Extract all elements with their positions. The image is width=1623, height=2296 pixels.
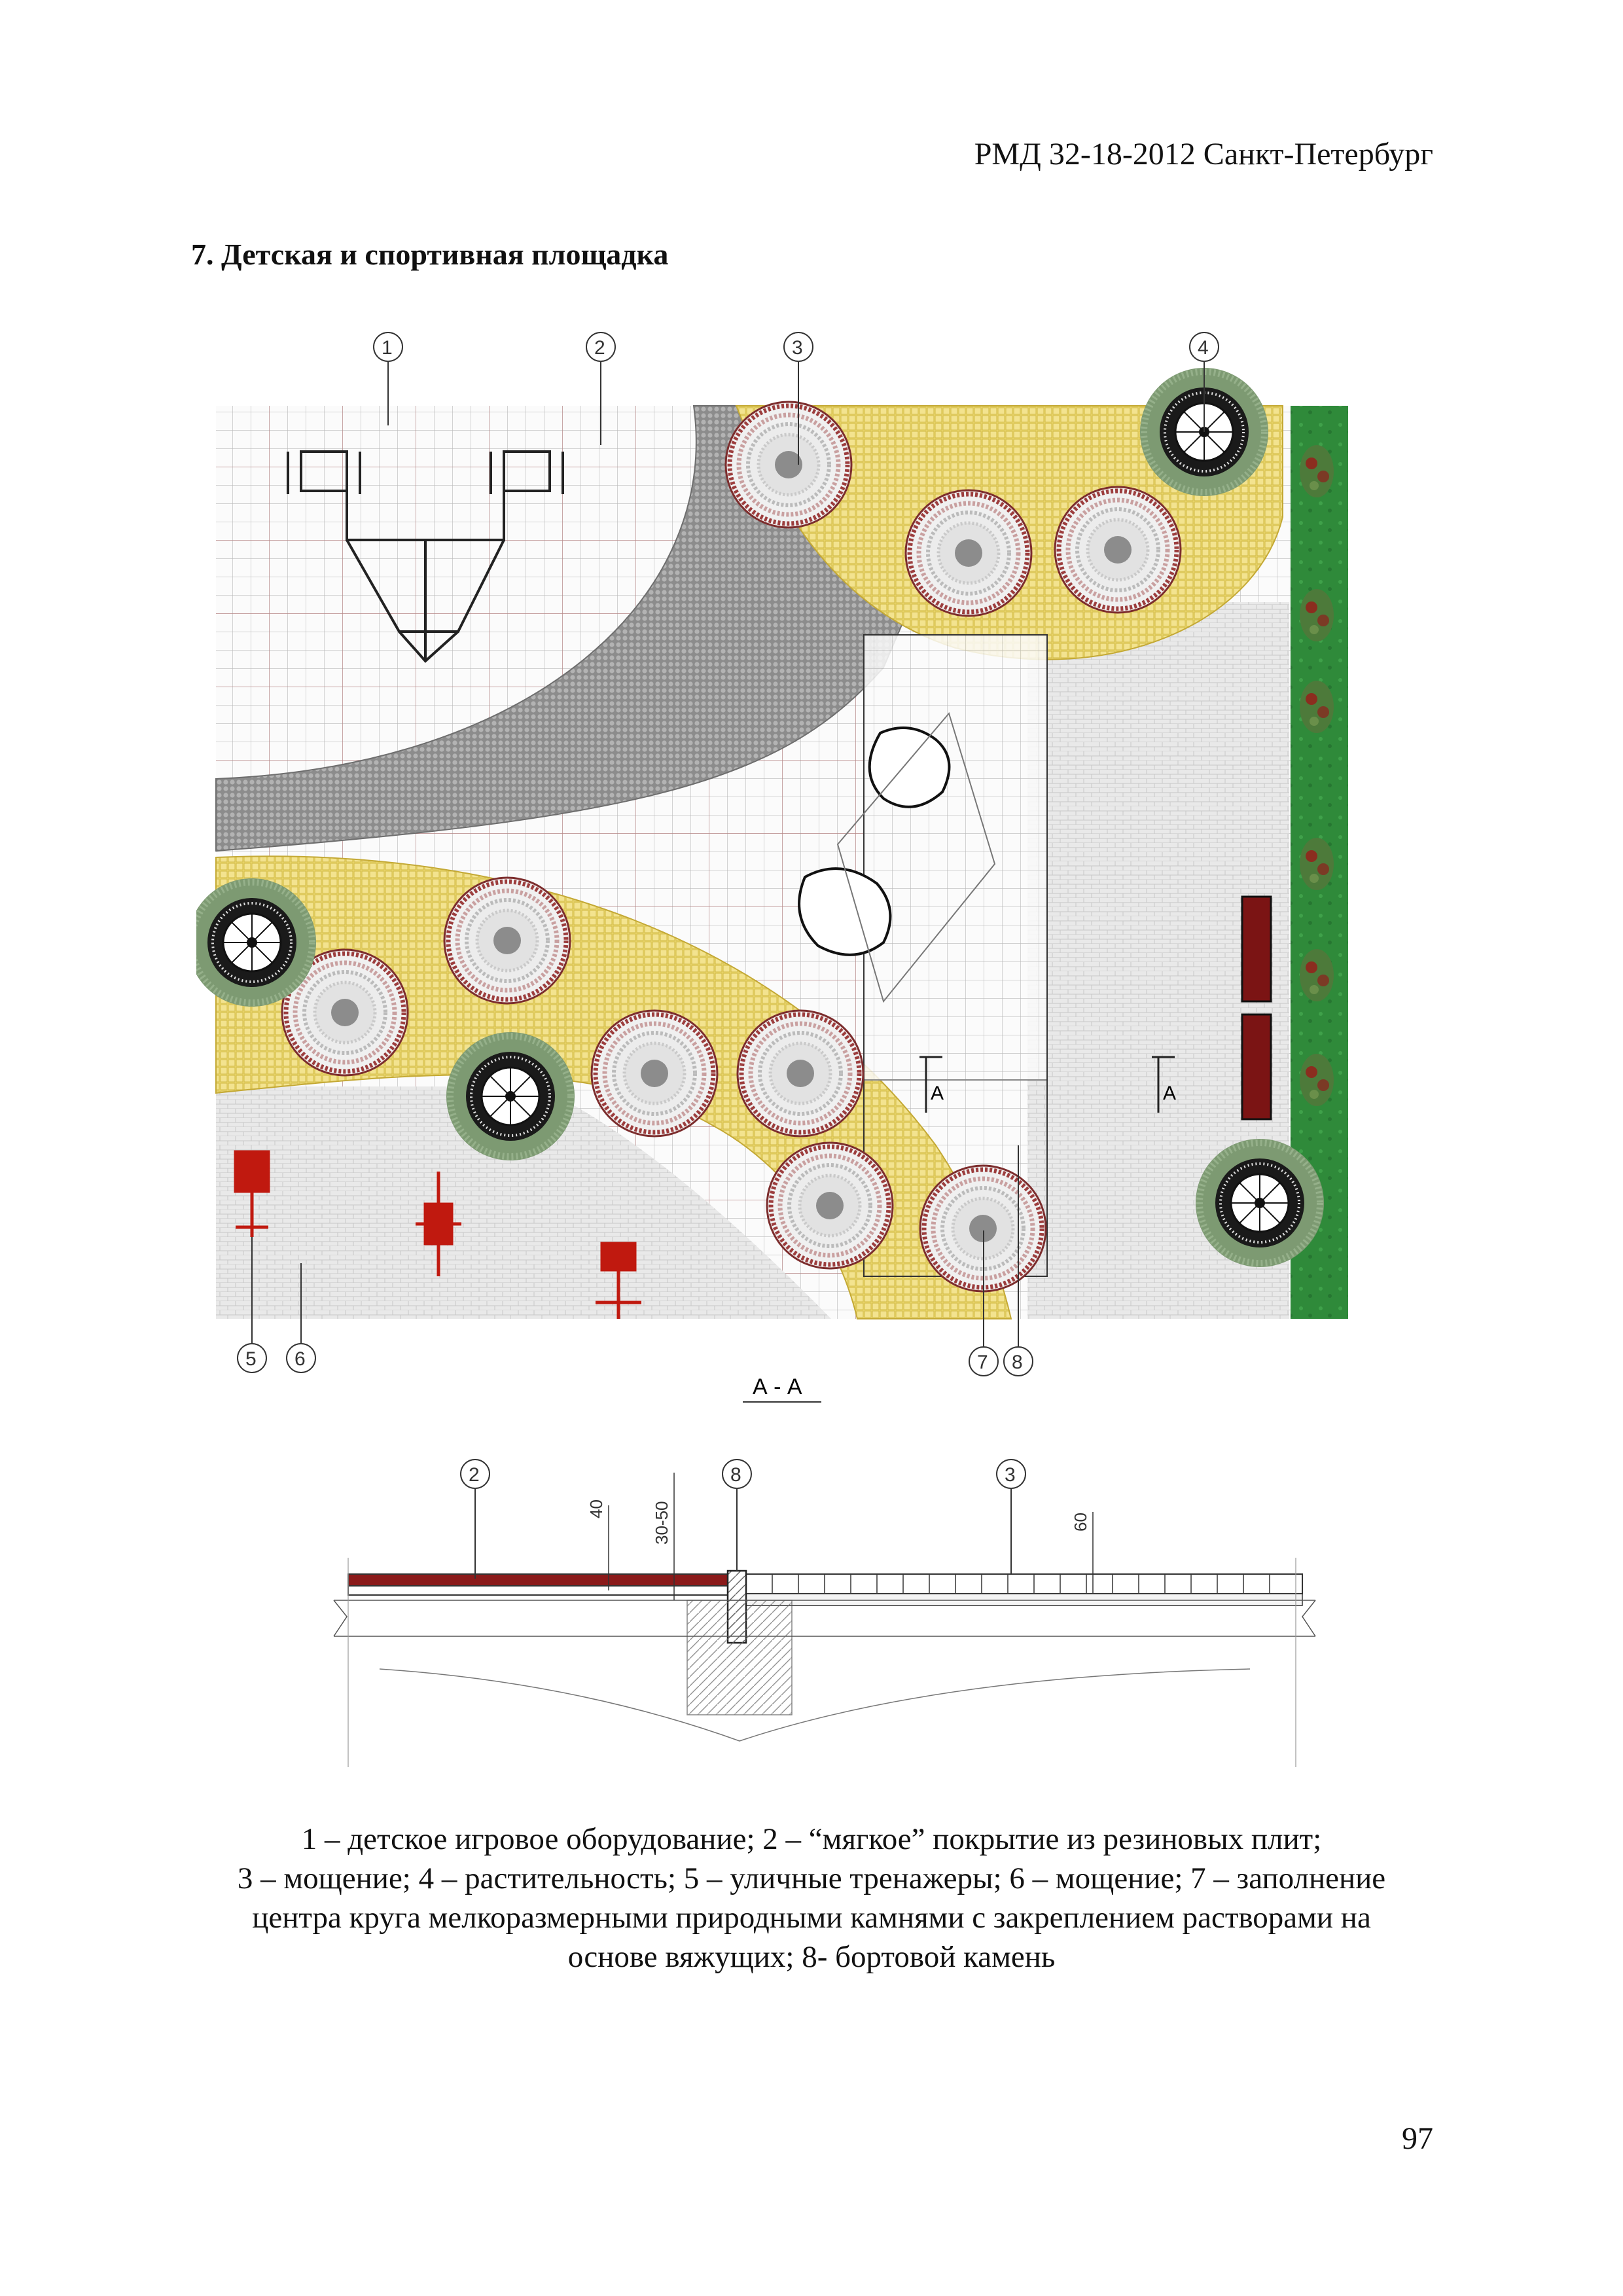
caption-line: центра круга мелкоразмерными природными камнями с закреплением растворами на — [252, 1901, 1371, 1935]
svg-text:6: 6 — [294, 1348, 306, 1370]
section-title: 7. Детская и спортивная площадка — [191, 238, 669, 271]
figure-caption — [170, 1820, 1453, 1977]
svg-text:2: 2 — [594, 337, 605, 359]
page-number: 97 — [1402, 2121, 1433, 2156]
section-callout-2 — [461, 1460, 490, 1579]
svg-text:5: 5 — [245, 1348, 257, 1370]
site-plan-drawing — [196, 321, 1414, 1407]
dim-40: 40 — [586, 1499, 606, 1518]
svg-text:3: 3 — [792, 337, 803, 359]
svg-text:3: 3 — [1005, 1464, 1016, 1486]
svg-text:А: А — [931, 1083, 944, 1104]
dim-60: 60 — [1071, 1513, 1090, 1532]
svg-text:8: 8 — [1012, 1352, 1023, 1373]
section-callout-3 — [997, 1460, 1026, 1574]
svg-text:8: 8 — [730, 1464, 741, 1486]
svg-text:4: 4 — [1198, 337, 1209, 359]
svg-text:А: А — [1163, 1083, 1177, 1104]
section-title-aa: А - А — [753, 1374, 802, 1399]
svg-text:1: 1 — [382, 337, 393, 359]
dim-30-50: 30-50 — [652, 1501, 671, 1545]
caption-line: основе вяжущих; 8- бортовой камень — [567, 1940, 1056, 1974]
cross-section-drawing — [314, 1374, 1335, 1780]
caption-line: 1 – детское игровое оборудование; 2 – “мягкое” покрытие из резиновых плит; — [301, 1822, 1322, 1856]
section-callout-8 — [722, 1460, 751, 1571]
caption-line: 3 – мощение; 4 – растительность; 5 – уличные тренажеры; 6 – мощение; 7 – заполнение — [237, 1861, 1386, 1895]
svg-text:7: 7 — [977, 1352, 988, 1373]
svg-text:2: 2 — [469, 1464, 480, 1486]
document-code: РМД 32-18-2012 Санкт-Петербург — [974, 137, 1433, 171]
